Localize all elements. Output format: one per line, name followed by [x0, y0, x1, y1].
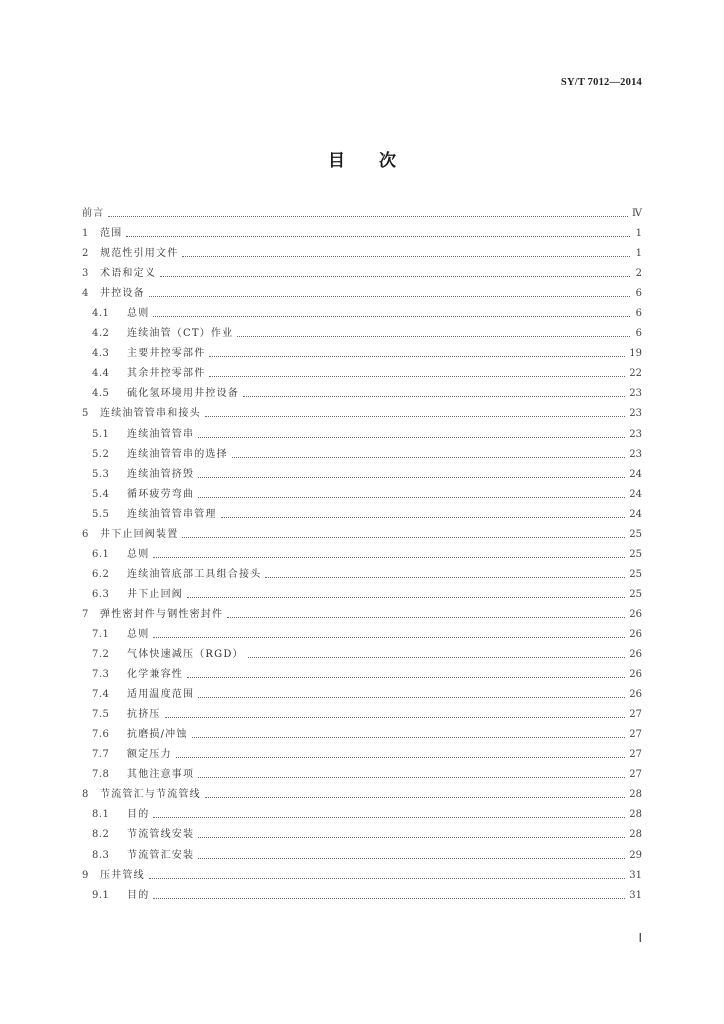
toc-dot-leader	[149, 877, 625, 879]
toc-dot-leader	[182, 255, 630, 257]
toc-entry-number: 5.5	[92, 508, 110, 520]
toc-entry-label: 目的	[127, 809, 150, 821]
page-title: 目 次	[328, 151, 396, 171]
toc-dot-leader	[153, 816, 625, 818]
toc-entry-number: 6.1	[92, 548, 110, 560]
toc-entry[interactable]	[82, 866, 642, 886]
toc-entry-number: 8.3	[92, 849, 110, 861]
toc-entry[interactable]	[82, 264, 642, 284]
toc-entry[interactable]	[82, 525, 642, 545]
toc-dot-leader	[192, 736, 626, 738]
toc-entry-label: 连续油管管串管理	[127, 508, 217, 520]
toc-entry-number: 9	[82, 869, 89, 881]
toc-entry[interactable]	[82, 745, 642, 765]
toc-entry-label: 节流管汇与节流管线	[100, 789, 201, 801]
toc-entry-number: 8.1	[92, 809, 110, 821]
toc-entry-page: 29	[629, 849, 642, 861]
toc-entry-page: 27	[629, 709, 642, 721]
toc-entry-number: 4.2	[92, 328, 110, 340]
toc-entry-number: 7	[82, 608, 89, 620]
toc-entry-number: 5.3	[92, 468, 110, 480]
toc-entry-label: 连续油管（CT）作业	[127, 328, 234, 340]
toc-entry[interactable]	[82, 785, 642, 805]
toc-entry-number: 7.5	[92, 709, 110, 721]
toc-dot-leader	[198, 496, 625, 498]
toc-entry-label: 主要井控零部件	[127, 348, 206, 360]
toc-entry-number: 1	[82, 228, 89, 240]
toc-dot-leader	[187, 676, 625, 678]
toc-entry-number: 7.7	[92, 749, 110, 761]
toc-entry[interactable]	[82, 344, 642, 364]
toc-entry-page: 19	[629, 348, 642, 360]
toc-entry-page: 26	[629, 629, 642, 640]
toc-dot-leader	[126, 235, 630, 237]
toc-entry-number: 5.2	[92, 448, 110, 460]
toc-dot-leader	[198, 696, 625, 698]
toc-entry[interactable]	[82, 244, 642, 264]
toc-entry-label: 抗挤压	[127, 709, 161, 721]
toc-entry-number: 5.4	[92, 488, 110, 500]
toc-entry-label: 连续油管管串和接头	[100, 408, 201, 420]
toc-entry[interactable]	[82, 204, 642, 224]
toc-entry-label: 连续油管挤毁	[127, 468, 195, 480]
toc-entry[interactable]	[82, 284, 642, 304]
toc-entry-number: 7.8	[92, 769, 110, 781]
toc-entry[interactable]	[82, 224, 642, 244]
toc-entry-label: 其他注意事项	[127, 769, 195, 781]
toc-entry[interactable]	[82, 705, 642, 725]
toc-entry-label: 前言	[82, 208, 105, 220]
toc-dot-leader	[243, 395, 625, 397]
toc-dot-leader	[248, 656, 626, 658]
toc-dot-leader	[198, 857, 625, 859]
toc-entry-page: 26	[629, 608, 642, 620]
toc-dot-leader	[149, 295, 630, 297]
toc-entry-label: 井下止回阀装置	[100, 528, 179, 540]
toc-dot-leader	[265, 576, 625, 578]
toc-entry-page: 27	[629, 769, 642, 781]
toc-entry-page: 24	[629, 508, 642, 520]
toc-entry-number: 4.5	[92, 388, 110, 400]
toc-dot-leader	[209, 375, 625, 377]
toc-dot-leader	[205, 796, 625, 798]
toc-entry-page: 1	[635, 248, 642, 260]
toc-entry-page: 1	[635, 228, 642, 240]
toc-entry-page: 6	[635, 288, 642, 300]
toc-entry-page: 6	[635, 328, 642, 340]
toc-dot-leader	[153, 556, 625, 558]
toc-entry[interactable]	[82, 886, 642, 906]
toc-entry-number: 4.1	[92, 308, 110, 320]
toc-entry-page: Ⅳ	[632, 208, 642, 220]
toc-entry-number: 7.3	[92, 669, 110, 681]
toc-entry-label: 节流管线安装	[127, 829, 195, 841]
toc-dot-leader	[182, 536, 625, 538]
toc-entry-page: 22	[629, 368, 642, 380]
toc-entry[interactable]	[82, 725, 642, 745]
toc-dot-leader	[209, 355, 625, 357]
toc-entry-page: 23	[629, 448, 642, 460]
toc-dot-leader	[198, 776, 625, 778]
toc-dot-leader	[221, 516, 626, 518]
toc-entry-page: 26	[629, 649, 642, 661]
toc-entry-label: 额定压力	[127, 749, 172, 761]
toc-entry[interactable]	[82, 304, 642, 324]
toc-dot-leader	[153, 636, 625, 638]
toc-dot-leader	[205, 415, 625, 417]
toc-entry-label: 连续油管管串	[127, 428, 195, 440]
toc-dot-leader	[165, 716, 626, 718]
toc-entry-page: 25	[629, 568, 642, 580]
toc-dot-leader	[176, 756, 625, 758]
toc-entry[interactable]	[82, 445, 642, 465]
toc-entry[interactable]	[82, 825, 642, 845]
toc-entry[interactable]	[82, 425, 642, 445]
toc-entry-number: 7.6	[92, 729, 110, 741]
toc-entry-number: 7.4	[92, 689, 110, 701]
toc-entry-number: 4	[82, 288, 89, 300]
toc-entry-label: 术语和定义	[100, 268, 156, 280]
toc-entry-label: 弹性密封件与钢性密封件	[100, 608, 224, 620]
toc-entry-page: 23	[629, 388, 642, 400]
toc-entry-label: 范围	[100, 228, 123, 240]
toc-entry[interactable]	[82, 465, 642, 485]
toc-entry-page: 23	[629, 428, 642, 440]
toc-entry-page: 2	[635, 268, 642, 280]
toc-entry[interactable]	[82, 384, 642, 404]
toc-entry[interactable]	[82, 565, 642, 585]
toc-entry[interactable]	[82, 364, 642, 384]
toc-entry-page: 25	[629, 528, 642, 540]
toc-entry-page: 28	[629, 809, 642, 821]
toc-entry-label: 规范性引用文件	[100, 248, 179, 260]
toc-entry-page: 25	[629, 588, 642, 600]
toc-entry-page: 26	[629, 669, 642, 681]
toc-entry-page: 28	[629, 789, 642, 801]
toc-entry[interactable]	[82, 685, 642, 705]
toc-entry-number: 4.4	[92, 368, 110, 380]
toc-entry-number: 8.2	[92, 829, 110, 841]
toc-entry-label: 节流管汇安装	[127, 849, 195, 861]
toc-entry-label: 井下止回阀	[127, 588, 183, 600]
toc-entry-page: 31	[629, 869, 642, 881]
page-number: Ⅰ	[638, 931, 642, 945]
toc-entry-page: 25	[629, 548, 642, 560]
toc-dot-leader	[198, 476, 625, 478]
toc-entry-number: 2	[82, 248, 89, 260]
toc-dot-leader	[232, 456, 625, 458]
toc-dot-leader	[198, 836, 625, 838]
toc-entry-label: 总则	[127, 629, 150, 640]
toc-entry[interactable]	[82, 605, 642, 625]
toc-entry-page: 23	[629, 408, 642, 420]
toc-entry[interactable]	[82, 324, 642, 344]
toc-entry-label: 井控设备	[100, 288, 145, 300]
toc-entry[interactable]	[82, 765, 642, 785]
toc-entry-label: 循环疲劳弯曲	[127, 488, 195, 500]
toc-entry-page: 27	[629, 749, 642, 761]
toc-entry-number: 5.1	[92, 428, 110, 440]
toc-entry[interactable]	[82, 805, 642, 825]
toc-entry-page: 24	[629, 468, 642, 480]
toc-entry-page: 28	[629, 829, 642, 841]
toc-entry[interactable]	[82, 625, 642, 645]
toc-entry[interactable]	[82, 545, 642, 565]
toc-entry[interactable]	[82, 665, 642, 685]
toc-dot-leader	[108, 215, 628, 217]
toc-entry-number: 6.2	[92, 568, 110, 580]
table-of-contents	[82, 204, 642, 906]
toc-entry-label: 总则	[127, 308, 150, 320]
toc-entry-number: 7.1	[92, 629, 110, 640]
toc-entry[interactable]	[82, 485, 642, 505]
toc-entry-label: 连续油管底部工具组合接头	[127, 568, 262, 580]
toc-entry-number: 6.3	[92, 588, 110, 600]
toc-entry[interactable]	[82, 645, 642, 665]
toc-entry-label: 适用温度范围	[127, 689, 195, 701]
toc-dot-leader	[160, 275, 630, 277]
toc-dot-leader	[153, 315, 630, 317]
toc-entry-number: 3	[82, 268, 89, 280]
toc-dot-leader	[227, 616, 625, 618]
toc-entry[interactable]	[82, 846, 642, 866]
toc-entry[interactable]	[82, 404, 642, 424]
toc-entry-label: 化学兼容性	[127, 669, 183, 681]
toc-entry-number: 6	[82, 528, 89, 540]
document-code: SY/T 7012—2014	[560, 77, 642, 88]
toc-dot-leader	[237, 335, 630, 337]
toc-entry-number: 9.1	[92, 889, 110, 901]
toc-entry-number: 8	[82, 789, 89, 801]
toc-entry-label: 抗磨损/冲蚀	[127, 729, 188, 741]
toc-entry-label: 连续油管管串的选择	[127, 448, 228, 460]
toc-entry[interactable]	[82, 505, 642, 525]
toc-entry-number: 7.2	[92, 649, 110, 661]
toc-dot-leader	[187, 596, 625, 598]
toc-entry[interactable]	[82, 585, 642, 605]
toc-entry-label: 硫化氢环境用井控设备	[127, 388, 239, 400]
toc-entry-label: 总则	[127, 548, 150, 560]
toc-entry-page: 6	[635, 308, 642, 320]
toc-entry-label: 其余井控零部件	[127, 368, 206, 380]
toc-entry-label: 压井管线	[100, 869, 145, 881]
toc-entry-page: 24	[629, 488, 642, 500]
toc-dot-leader	[153, 897, 625, 899]
toc-entry-label: 目的	[127, 889, 150, 901]
toc-entry-number: 5	[82, 408, 89, 420]
toc-dot-leader	[198, 436, 625, 438]
toc-entry-label: 气体快速减压（RGD）	[127, 649, 244, 661]
toc-entry-number: 4.3	[92, 348, 110, 360]
toc-entry-page: 27	[629, 729, 642, 741]
toc-entry-page: 26	[629, 689, 642, 701]
toc-entry-page: 31	[629, 889, 642, 901]
